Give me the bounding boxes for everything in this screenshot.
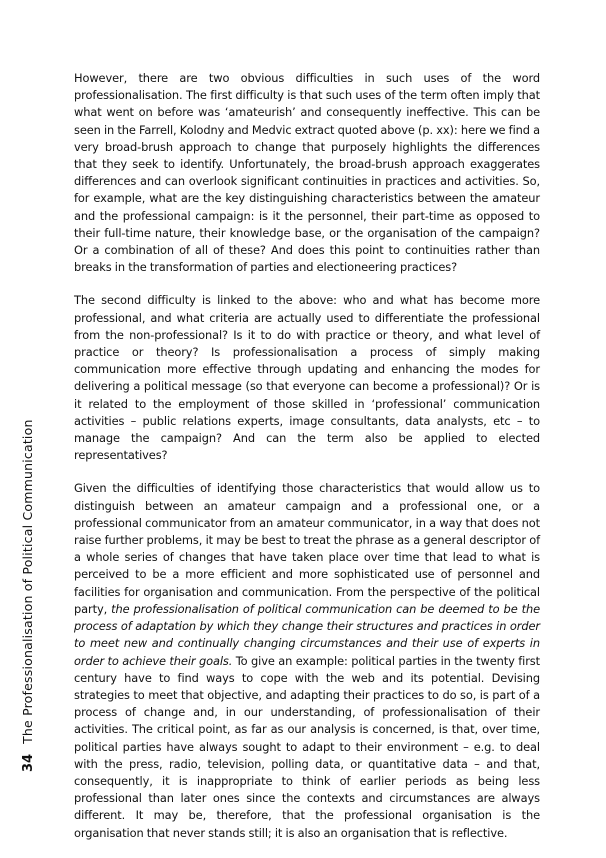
- paragraph-text-before-italic: Given the difficulties of identifying those characteristics that would allow us to distinguish between an amateur campaign and a professional one, or a professional communicator from an amateur communicator, in a way that does not raise further problems, it may be best to treat the phrase as a general descriptor of a whole series of changes that have taken place over time that lead to what is perceived to be a more efficient and more sophisticated use of personnel and facilities for organisation and communication. From the perspective of the political party,: [74, 481, 540, 616]
- running-head: [20, 419, 37, 772]
- running-head-title: The Professionalisation of Political Communication: [20, 419, 35, 744]
- paragraph-general-descriptor: [74, 480, 540, 841]
- page-number: 34: [21, 753, 36, 772]
- paragraph-second-difficulty: The second difficulty is linked to the above: who and what has become more professional, and what criteria are actually used to differentiate the professional from the non-professional? Is it to do with practice or theory, and what level of practice or theory? Is professionalisation a process of simply making communication more effective through updating and enhancing the modes for delivering a political message (so that everyone can become a professional)? Or is it related to the employment of those skilled in ‘professional’ communication activities – public relations experts, image consultants, data analysts, etc – to manage the campaign? And can the term also be applied to elected representatives?: [74, 293, 540, 463]
- italic-definition: the professionalisation of political communication can be deemed to be the process of adaptation by which they change their structures and practices in order to meet new and continually changing circumstances and their use of experts in order to achieve their goals.: [74, 601, 541, 668]
- paragraph-text-after-italic: To give an example: political parties in the twenty first century have to find ways to cope with the web and its potential. Devising strategies to meet that objective, and adapting their practices to do so, is part of a process of change and, in our understanding, of professionalisation of their activities. The critical point, as far as our analysis is concerned, is that, over time, political parties have always sought to adapt to their environment – e.g. to deal with the press, radio, television, polling data, or quantitative data – and that, consequently, it is inappropriate to think of earlier periods as being less professional than later ones since the contexts and circumstances are always different. It may be, therefore, that the professional organisation is the organisation that never stands still; it is also an organisation that is reflective.: [74, 653, 540, 840]
- paragraph-difficulties-intro: However, there are two obvious difficulties in such uses of the word professionalisation. The first difficulty is that such uses of the term often imply that what went on before was ‘amateurish’ and consequently ineffective. This can be seen in the Farrell, Kolodny and Medvic extract quoted above (p. xx): here we find a very broad-brush approach to change that purposely highlights the differences that they seek to identify. Unfortunately, the broad-brush approach exaggerates differences and can overlook significant continuities in practices and activities. So, for example, what are the key distinguishing characteristics between the amateur and the professional campaign: is it the personnel, their part-time as opposed to their full-time nature, their knowledge base, or the organisation of the campaign? Or a combination of all of these? And does this point to continuities rather than breaks in the transformation of parties and electioneering practices?: [74, 71, 540, 275]
- body-text: [74, 70, 540, 858]
